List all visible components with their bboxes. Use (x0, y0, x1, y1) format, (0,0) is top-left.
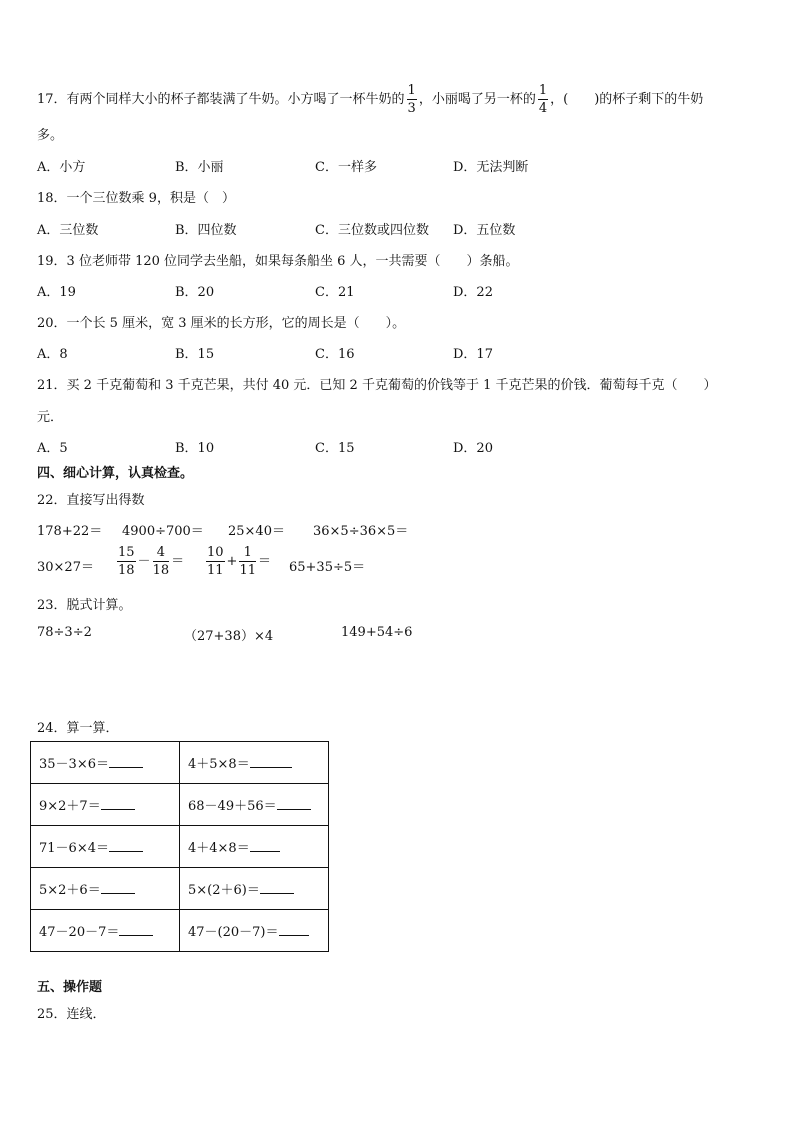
q22-item-1: 178+22＝ (37, 524, 103, 539)
q24-calc-table (30, 741, 329, 952)
calc-cell: 5×(2＋6)＝ (180, 868, 329, 910)
q17-option-d[interactable]: D．无法判断 (453, 160, 529, 175)
calc-cell: 47－(20－7)＝ (180, 910, 329, 952)
q24-title: 24．算一算． (37, 721, 119, 736)
table-row (31, 742, 329, 784)
q23-item-3: 149+54÷6 (341, 625, 413, 640)
answer-blank[interactable] (250, 839, 280, 852)
q19-text: 19．3 位老师带 120 位同学去坐船，如果每条船坐 6 人，一共需要（ ）条船。 (37, 254, 519, 269)
answer-blank[interactable] (101, 797, 135, 810)
answer-blank[interactable] (109, 755, 143, 768)
q22-item-2: 4900÷700＝ (122, 524, 204, 539)
q20-text: 20．一个长 5 厘米，宽 3 厘米的长方形，它的周长是（ ）。 (37, 316, 406, 331)
answer-blank[interactable] (119, 923, 153, 936)
q22-item-4: 36×5÷36×5＝ (313, 524, 409, 539)
calc-cell: 71－6×4＝ (31, 826, 180, 868)
q22-item-6: $\frac{15}{18}$ － $\frac{4}{18}$ ＝ (118, 545, 185, 578)
answer-blank[interactable] (250, 755, 292, 768)
q22-item-8: 65+35÷5＝ (289, 560, 366, 575)
table-row (31, 826, 329, 868)
answer-blank[interactable] (109, 839, 143, 852)
q17-option-a[interactable]: A．小方 (37, 160, 86, 175)
q19-option-a[interactable]: A．19 (37, 285, 76, 300)
q19-option-d[interactable]: D．22 (453, 285, 493, 300)
calc-cell: 35－3×6＝ (31, 742, 180, 784)
q21-line1: 21．买 2 千克葡萄和 3 千克芒果，共付 40 元．已知 2 千克葡萄的价钱等于 1 千克芒果的价钱．葡萄每千克（ ） (37, 378, 717, 393)
q19-option-b[interactable]: B．20 (175, 285, 215, 300)
q21-line2: 元． (37, 410, 64, 425)
fraction-1-11: $\frac{1}{11}$ (239, 545, 256, 578)
calc-cell: 47－20－7＝ (31, 910, 180, 952)
answer-blank[interactable] (101, 881, 135, 894)
q22-item-7: $\frac{10}{11}$ + $\frac{1}{11}$ ＝ (207, 545, 272, 578)
q20-option-d[interactable]: D．17 (453, 347, 493, 362)
q20-option-b[interactable]: B．15 (175, 347, 215, 362)
calc-cell: 5×2＋6＝ (31, 868, 180, 910)
table-row (31, 868, 329, 910)
table-row (31, 784, 329, 826)
q17-option-b[interactable]: B．小丽 (175, 160, 224, 175)
calc-cell: 4＋4×8＝ (180, 826, 329, 868)
fraction-10-11: $\frac{10}{11}$ (207, 545, 224, 578)
q20-option-a[interactable]: A．8 (37, 347, 68, 362)
section-5-heading: 五、操作题 (37, 980, 103, 995)
fraction-one-third: $\frac{1}{3}$ (407, 83, 416, 116)
q20-option-c[interactable]: C．16 (315, 347, 355, 362)
answer-blank[interactable] (260, 881, 294, 894)
q17-line2: 多。 (37, 128, 64, 143)
q22-item-3: 25×40＝ (228, 524, 285, 539)
q17-option-c[interactable]: C．一样多 (315, 160, 377, 175)
q18-option-b[interactable]: B．四位数 (175, 223, 237, 238)
q21-option-b[interactable]: B．10 (175, 441, 215, 456)
q25-title: 25．连线． (37, 1007, 106, 1022)
fraction-one-quarter: $\frac{1}{4}$ (538, 83, 548, 116)
q23-item-2: （27+38）×4 (184, 629, 274, 644)
answer-blank[interactable] (277, 797, 311, 810)
q22-item-5: 30×27＝ (37, 560, 94, 575)
q17-line1: 17．有两个同样大小的杯子都装满了牛奶。小方喝了一杯牛奶的 $\frac{1}{3}$ ，小丽喝了另一杯的 $\frac{1}{4}$ ，( )的杯子剩下的牛奶 (37, 83, 704, 116)
q18-option-c[interactable]: C．三位数或四位数 (315, 223, 429, 238)
q18-option-d[interactable]: D．五位数 (453, 223, 516, 238)
table-row (31, 910, 329, 952)
section-4-heading: 四、细心计算，认真检查。 (37, 466, 194, 481)
q21-option-d[interactable]: D．20 (453, 441, 493, 456)
q18-option-a[interactable]: A．三位数 (37, 223, 99, 238)
fraction-15-18: $\frac{15}{18}$ (118, 545, 135, 578)
q22-title: 22．直接写出得数 (37, 493, 145, 508)
answer-blank[interactable] (279, 923, 309, 936)
q21-option-a[interactable]: A．5 (37, 441, 68, 456)
q19-option-c[interactable]: C．21 (315, 285, 355, 300)
fraction-4-18: $\frac{4}{18}$ (152, 545, 170, 578)
q18-text: 18．一个三位数乘 9，积是（ ） (37, 191, 235, 206)
q23-item-1: 78÷3÷2 (37, 625, 92, 640)
calc-cell: 68－49＋56＝ (180, 784, 329, 826)
q23-title: 23．脱式计算。 (37, 598, 132, 613)
calc-cell: 9×2＋7＝ (31, 784, 180, 826)
q21-option-c[interactable]: C．15 (315, 441, 355, 456)
calc-cell: 4＋5×8＝ (180, 742, 329, 784)
